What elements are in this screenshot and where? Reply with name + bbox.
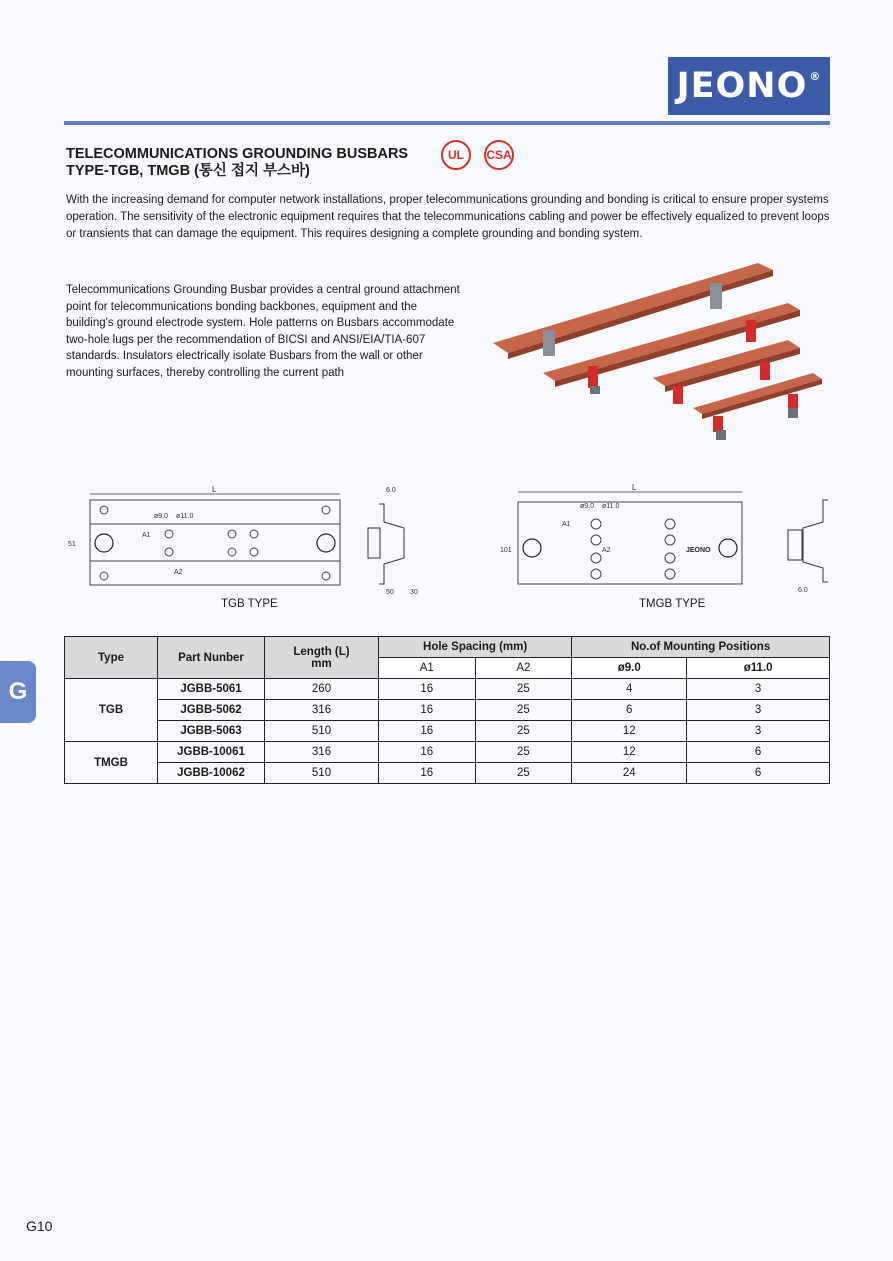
cell-d9: 6	[572, 700, 687, 721]
cell-a2: 25	[475, 721, 572, 742]
cell-a2: 25	[475, 679, 572, 700]
header-type: Type	[65, 637, 158, 679]
header-part-number: Part Nunber	[158, 637, 265, 679]
busbar-product-illustration	[488, 258, 828, 448]
cell-a1: 16	[379, 763, 476, 784]
csa-cert-icon: CSA	[484, 140, 514, 170]
tmgb-d9-label: ø9.0	[580, 503, 595, 510]
title-line-2: TYPE-TGB, TMGB (통신 접지 부스바)	[66, 163, 310, 179]
tgb-s1-label: 50	[386, 589, 394, 596]
tmgb-height-label: 101	[500, 547, 512, 554]
table-row	[65, 700, 830, 721]
tgb-d11-label: ø11.0	[176, 513, 194, 520]
cell-length: 316	[265, 742, 379, 763]
tgb-caption: TGB TYPE	[221, 598, 278, 610]
cell-part: JGBB-5062	[158, 700, 265, 721]
cell-d9: 24	[572, 763, 687, 784]
header-mounting-positions: No.of Mounting Positions	[572, 637, 830, 658]
tmgb-d11-label: ø11.0	[602, 503, 620, 510]
table-row	[65, 763, 830, 784]
description-paragraph: Telecommunications Grounding Busbar provides a central ground attachment point for telecommunications bonding backbones, equipment and the building's ground electrode system. Hole patterns on Busbars accommodate two-hole lugs per the recommendation of BICSI and ANSI/EIA/TIA-607 standards. Insulators electrically isolate Busbars from the wall or other mounting surfaces, thereby controlling the current path	[66, 284, 460, 379]
tmgb-caption: TMGB TYPE	[639, 598, 706, 610]
cell-part: JGBB-10061	[158, 742, 265, 763]
cell-d11: 6	[687, 742, 830, 763]
cell-d9: 12	[572, 742, 687, 763]
group-tmgb: TMGB	[65, 742, 158, 784]
tmgb-a2-label: A2	[602, 547, 611, 554]
header-rule	[64, 121, 830, 125]
cell-part: JGBB-10062	[158, 763, 265, 784]
title-line-1: TELECOMMUNICATIONS GROUNDING BUSBARS	[66, 146, 409, 162]
cell-a1: 16	[379, 700, 476, 721]
cell-part: JGBB-5061	[158, 679, 265, 700]
table-header-row	[65, 637, 830, 658]
header-hole-spacing: Hole Spacing (mm)	[379, 637, 572, 658]
cell-d11: 6	[687, 763, 830, 784]
tgb-drawing	[64, 482, 444, 597]
cell-a2: 25	[475, 742, 572, 763]
table-row	[65, 679, 830, 700]
cell-a2: 25	[475, 700, 572, 721]
tmgb-a1-label: A1	[562, 521, 571, 528]
tgb-a1-label: A1	[142, 532, 151, 539]
spec-table	[64, 636, 830, 784]
cell-a1: 16	[379, 679, 476, 700]
cell-a1: 16	[379, 742, 476, 763]
cell-length: 510	[265, 763, 379, 784]
table-row	[65, 721, 830, 742]
tmgb-length-label: L	[632, 483, 637, 492]
brand-logo: JEONO ®	[668, 57, 830, 115]
cell-part: JGBB-5063	[158, 721, 265, 742]
section-tab: G	[0, 661, 36, 723]
tmgb-logo-mark: JEONO	[686, 547, 711, 554]
busbar-large	[493, 263, 773, 359]
cell-length: 316	[265, 700, 379, 721]
tmgb-drawing	[498, 482, 833, 597]
cell-d9: 4	[572, 679, 687, 700]
cell-d11: 3	[687, 721, 830, 742]
cell-d11: 3	[687, 700, 830, 721]
cell-a1: 16	[379, 721, 476, 742]
cell-length: 260	[265, 679, 379, 700]
tgb-s2-label: 30	[410, 589, 418, 596]
tgb-thickness-label: 6.0	[386, 487, 396, 494]
header-length: Length (L) mm	[265, 637, 379, 679]
header-a2: A2	[475, 658, 572, 679]
cell-length: 510	[265, 721, 379, 742]
busbar-small-2	[693, 373, 822, 440]
tgb-height-label: 51	[68, 541, 76, 548]
table-row	[65, 742, 830, 763]
tgb-d9-label: ø9.0	[154, 513, 169, 520]
tgb-a2-label: A2	[174, 569, 183, 576]
cell-d11: 3	[687, 679, 830, 700]
page-number: G10	[26, 1218, 53, 1234]
ul-cert-icon: UL	[441, 140, 471, 170]
intro-paragraph: With the increasing demand for computer network installations, proper telecommunications grounding and bonding is critical to ensure proper systems operation. The sensitivity of the electronic equipment requires that the telecommunications cabling and power be effectively equalized to prevent loops or transients that can damage the equipment. This requires designing a complete grounding and bonding system.	[66, 194, 830, 240]
group-tgb: TGB	[65, 679, 158, 742]
tgb-length-label: L	[212, 485, 217, 494]
header-a1: A1	[379, 658, 476, 679]
cell-d9: 12	[572, 721, 687, 742]
header-d11: ø11.0	[687, 658, 830, 679]
tmgb-thickness-label: 6.0	[798, 587, 808, 594]
page-title	[66, 146, 408, 180]
cell-a2: 25	[475, 763, 572, 784]
header-d9: ø9.0	[572, 658, 687, 679]
